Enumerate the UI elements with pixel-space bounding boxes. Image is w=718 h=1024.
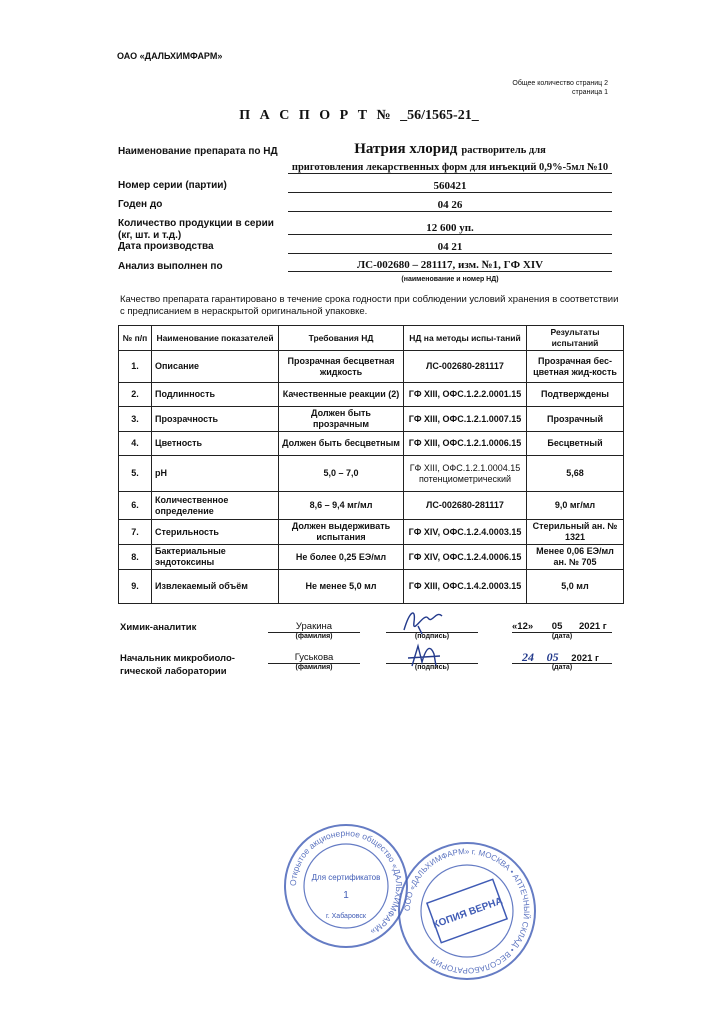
head-label-1: Начальник микробиоло- — [120, 653, 235, 664]
row-method: ГФ XIII, ОФС.1.4.2.0003.15 — [404, 570, 527, 604]
drug-name: Натрия хлорид — [354, 141, 458, 157]
col-requirements: Требования НД — [279, 326, 404, 351]
row-result: Подтверждены — [527, 383, 624, 407]
chemist-surname-note: (фамилия) — [295, 633, 333, 640]
row-indicator: Подлинность — [152, 383, 279, 407]
stamp1-number: 1 — [343, 890, 349, 901]
row-method: ГФ XIII, ОФС.1.2.1.0004.15 потенциометрический — [404, 456, 527, 492]
row-result: Прозрачная бес-цветная жид-кость — [527, 351, 624, 383]
row-indicator: Бактериальные эндотоксины — [152, 545, 279, 570]
row-method: ЛС-002680-281117 — [404, 492, 527, 520]
table-row — [119, 383, 624, 407]
col-number: № п/п — [119, 326, 152, 351]
row-indicator: Стерильность — [152, 520, 279, 545]
row-number: 9. — [119, 570, 152, 604]
production-date-value: 04 21 — [288, 241, 612, 254]
row-requirement: Должен быть бесцветным — [279, 432, 404, 456]
quality-guarantee: Качество препарата гарантировано в течение срока годности при соблюдении условий хранения в соответствии с предписанием в нераскрытой оригинальной упаковке. — [120, 294, 619, 317]
chemist-date-note: (дата) — [551, 633, 573, 640]
row-number: 5. — [119, 456, 152, 492]
quantity-label — [118, 218, 274, 242]
table-row — [119, 456, 624, 492]
col-indicator: Наименование показателей — [152, 326, 279, 351]
company-stamp — [282, 822, 410, 950]
series-label: Номер серии (партии) — [118, 180, 227, 191]
row-number: 8. — [119, 545, 152, 570]
row-method: ГФ XIII, ОФС.1.2.2.0001.15 — [404, 383, 527, 407]
row-method: ГФ XIV, ОФС.1.2.4.0003.15 — [404, 520, 527, 545]
head-date-year: 2021 г — [571, 653, 600, 664]
head-name: Гуськова — [268, 652, 360, 664]
page-count — [512, 79, 608, 97]
table-row — [119, 545, 624, 570]
row-result: Бесцветный — [527, 432, 624, 456]
drug-name-line — [288, 140, 612, 158]
row-requirement: Не более 0,25 ЕЭ/мл — [279, 545, 404, 570]
chemist-date — [512, 621, 612, 632]
row-number: 4. — [119, 432, 152, 456]
row-result: Менее 0,06 ЕЭ/мл ан. № 705 — [527, 545, 624, 570]
table-row — [119, 492, 624, 520]
row-number: 7. — [119, 520, 152, 545]
analysis-note: (наименование и номер НД) — [401, 276, 499, 283]
quantity-label-1: Количество продукции в серии — [118, 218, 274, 229]
head-signature-note: (подпись) — [414, 664, 450, 671]
passport-title — [0, 108, 718, 124]
results-table — [118, 325, 624, 604]
production-date-label: Дата производства — [118, 241, 214, 252]
row-indicator: Количественное определение — [152, 492, 279, 520]
row-result: 5,0 мл — [527, 570, 624, 604]
row-requirement: Не менее 5,0 мл — [279, 570, 404, 604]
page-number: страница 1 — [571, 89, 608, 96]
row-number: 1. — [119, 351, 152, 383]
table-header-row — [119, 326, 624, 351]
chemist-name: Уракина — [268, 621, 360, 633]
chemist-date-day: «12» — [512, 621, 534, 632]
quantity-label-2: (кг, шт. и т.д.) — [118, 230, 182, 241]
table-row — [119, 520, 624, 545]
row-requirement: 5,0 – 7,0 — [279, 456, 404, 492]
stamp2-ring-text: ООО «ДАЛЬХИМФАРМ» г. МОСКВА • АПТЕЧНЫЙ СКЛАД • ВЕСОЛАБОРАТОРИЯ — [402, 846, 532, 976]
stamp1-ring-text: Открытое акционерное общество «ДАЛЬХИМФАРМ» — [287, 827, 405, 937]
head-date-day: 24 — [522, 650, 534, 664]
row-requirement: 8,6 – 9,4 мг/мл — [279, 492, 404, 520]
row-requirement: Качественные реакции (2) — [279, 383, 404, 407]
chemist-date-year: 2021 г — [579, 621, 607, 632]
row-indicator: Цветность — [152, 432, 279, 456]
expiry-value: 04 26 — [288, 199, 612, 212]
row-indicator: Прозрачность — [152, 407, 279, 432]
chemist-label: Химик-аналитик — [120, 622, 197, 633]
row-result: Прозрачный — [527, 407, 624, 432]
row-indicator: Описание — [152, 351, 279, 383]
drug-desc2: приготовления лекарственных форм для инъекций 0,9%-5мл №10 — [288, 162, 612, 174]
head-surname-note: (фамилия) — [295, 664, 333, 671]
series-value: 560421 — [288, 180, 612, 193]
company-name: ОАО «ДАЛЬХИМФАРМ» — [117, 51, 223, 61]
col-test-methods: НД на методы испы-таний — [404, 326, 527, 351]
stamp1-city: г. Хабаровск — [326, 913, 366, 920]
title-prefix: П А С П О Р Т № — [239, 108, 394, 123]
row-method: ГФ XIV, ОФС.1.2.4.0006.15 — [404, 545, 527, 570]
drug-label: Наименование препарата по НД — [118, 146, 278, 157]
col-results: Результаты испытаний — [527, 326, 624, 351]
chemist-date-month: 05 — [551, 621, 563, 632]
row-method: ГФ XIII, ОФС.1.2.1.0006.15 — [404, 432, 527, 456]
chemist-signature-note: (подпись) — [414, 633, 450, 640]
row-method: ЛС-002680-281117 — [404, 351, 527, 383]
row-method: ГФ XIII, ОФС.1.2.1.0007.15 — [404, 407, 527, 432]
passport-number: _56/1565-21_ — [400, 108, 479, 123]
head-label-2: гической лаборатории — [120, 666, 227, 677]
analysis-label: Анализ выполнен по — [118, 261, 223, 272]
row-number: 3. — [119, 407, 152, 432]
table-row — [119, 432, 624, 456]
row-requirement: Должен быть прозрачным — [279, 407, 404, 432]
row-indicator: Извлекаемый объём — [152, 570, 279, 604]
row-number: 2. — [119, 383, 152, 407]
analysis-value: ЛС-002680 – 281117, изм. №1, ГФ XIV — [288, 259, 612, 272]
row-indicator: pH — [152, 456, 279, 492]
row-requirement: Прозрачная бесцветная жидкость — [279, 351, 404, 383]
head-date-note: (дата) — [551, 664, 573, 671]
total-pages: Общее количество страниц 2 — [512, 80, 608, 87]
row-result: Стерильный ан. № 1321 — [527, 520, 624, 545]
row-requirement: Должен выдерживать испытания — [279, 520, 404, 545]
row-result: 9,0 мг/мл — [527, 492, 624, 520]
expiry-label: Годен до — [118, 199, 163, 210]
stamp1-center: Для сертификатов — [311, 873, 381, 882]
head-label — [120, 652, 235, 678]
table-row — [119, 407, 624, 432]
table-row — [119, 570, 624, 604]
stamp2-center: КОПИЯ ВЕРНА — [431, 895, 505, 932]
quantity-value: 12 600 уп. — [288, 222, 612, 235]
head-date-month: 05 — [546, 650, 559, 664]
row-result: 5,68 — [527, 456, 624, 492]
table-row — [119, 351, 624, 383]
row-number: 6. — [119, 492, 152, 520]
copy-certified-stamp — [396, 840, 538, 982]
drug-desc: растворитель для — [461, 145, 546, 156]
